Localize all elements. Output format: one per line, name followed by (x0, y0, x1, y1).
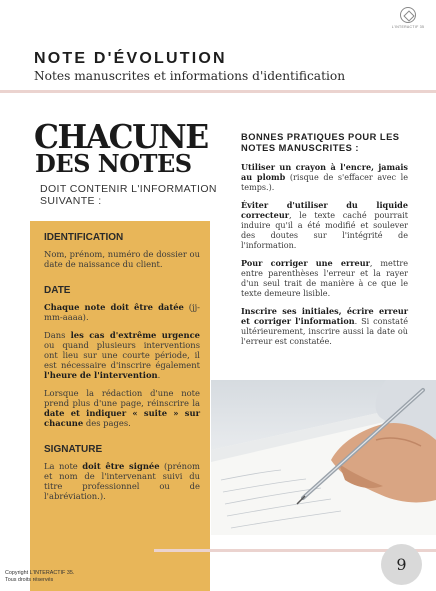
date-heading: DATE (44, 285, 71, 296)
date-p3-b: des pages. (83, 418, 131, 428)
headline-subtext: DOIT CONTENIR L'INFORMATION SUIVANTE : (40, 183, 217, 207)
date-paragraph-1 (44, 302, 200, 322)
practice-item-bold: Pour corriger une erreur (241, 258, 370, 268)
signature-b: (prénom et nom de l'intervenant suivi du titre professionnel ou de l'abréviation.). (44, 461, 200, 501)
copyright-line-1: Copyright L'INTERACTIF 35. (5, 570, 75, 576)
signature-heading: SIGNATURE (44, 444, 103, 455)
practice-item-text: (risque de s'effacer avec le temps.). (241, 172, 408, 192)
practice-item-text: . Si constaté ultérieurement, inscrire aussi la date où l'erreur est constatée. (241, 316, 408, 346)
copyright-line-2: Tous droits réservés (5, 577, 54, 583)
practice-item-bold: Éviter d'utiliser du liquide correcteur (241, 200, 408, 220)
signature-text (44, 461, 200, 501)
practice-item (241, 306, 408, 346)
handwriting-illustration (211, 380, 436, 535)
identification-text: Nom, prénom, numéro de dossier ou date de naissance du client. (44, 249, 200, 269)
good-practices-section (241, 132, 408, 354)
practice-item-bold: Utiliser un crayon à l'encre, jamais au plomb (241, 162, 408, 182)
headline-line-2: DES NOTES (35, 149, 192, 178)
practice-item-text: , le texte caché pourrait induire qu'il a été modifié et soulever des doutes sur l'intégrité de l'information. (241, 210, 408, 250)
handwriting-photo (211, 380, 436, 535)
date-p3-bold: date et indiquer « suite » sur chacune (44, 408, 200, 428)
signature-bold: doit être signée (82, 461, 160, 471)
date-p2-a: Dans (44, 330, 71, 340)
date-p1-bold: Chaque note doit être datée (44, 302, 184, 312)
practice-item (241, 162, 408, 192)
copyright-notice (5, 570, 74, 584)
date-p3-a: Lorsque la rédaction d'une note prend plus d'une page, réinscrire la (44, 388, 200, 408)
headline-line-1: CHACUNE (34, 117, 208, 156)
date-p2-b: ou quand plusieurs interventions ont lieu sur une courte période, il est nécessaire d'inscrire également (44, 340, 200, 370)
good-practices-heading: BONNES PRATIQUES POUR LES NOTES MANUSCRITES : (241, 132, 400, 153)
logo-emblem-icon (400, 7, 416, 23)
practice-item-bold: Inscrire ses initiales, écrire erreur et corriger l'information (241, 306, 408, 326)
signature-a: La note (44, 461, 83, 471)
date-p2-bold-2: l'heure de l'intervention (44, 370, 158, 380)
practice-item-text: , mettre entre parenthèses l'erreur et la rayer d'un seul trait de manière à ce que le texte demeure lisible. (241, 258, 408, 298)
practice-item (241, 200, 408, 250)
company-logo (388, 7, 428, 29)
practice-item (241, 258, 408, 298)
header-divider (0, 90, 436, 93)
required-info-box (30, 221, 210, 591)
identification-heading: IDENTIFICATION (44, 232, 124, 243)
date-paragraph-2 (44, 330, 200, 380)
date-p2-c: . (157, 370, 161, 380)
date-p1-rest: (jj-mm-aaaa). (44, 302, 201, 322)
date-paragraph-3 (44, 388, 200, 428)
section-title: NOTE D'ÉVOLUTION (34, 50, 227, 67)
section-subtitle: Notes manuscrites et informations d'identification (34, 69, 346, 83)
page-number: 9 (381, 544, 422, 585)
logo-text: L'INTERACTIF 35 (391, 25, 425, 29)
date-p2-bold-1: les cas d'extrême urgence (70, 330, 200, 340)
